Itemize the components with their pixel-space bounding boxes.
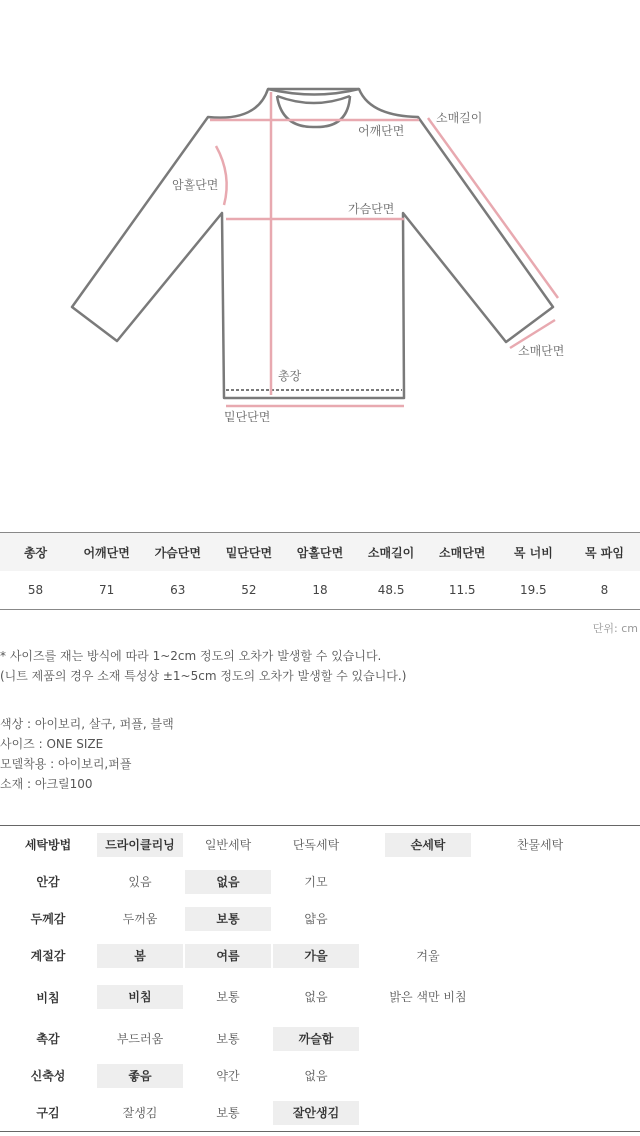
care-option-cell: [360, 985, 496, 1009]
care-option: 보통: [216, 1031, 240, 1046]
care-option-cell: [496, 993, 584, 1001]
care-row-thickness: [0, 900, 640, 937]
size-value-cell: 58: [0, 571, 71, 610]
care-option-cell: [360, 944, 496, 968]
care-option-cell: [184, 1027, 272, 1051]
care-option-cell: [272, 833, 360, 857]
size-value-cell: 18: [284, 571, 355, 610]
care-option: 잘생김: [122, 1105, 158, 1120]
size-note-line: * 사이즈를 재는 방식에 따라 1~2cm 정도의 오차가 발생할 수 있습니다.: [0, 649, 382, 663]
care-row-label: 촉감: [36, 1032, 60, 1046]
care-option: [497, 1035, 583, 1043]
care-row-label: 신축성: [30, 1069, 66, 1083]
product-model-wearing: 모델착용 : 아이보리,퍼플: [0, 757, 132, 771]
care-option-selected: 없음: [185, 870, 271, 894]
care-option-cell: [272, 870, 360, 894]
collar-inner-line: [277, 96, 350, 103]
care-option: 없음: [304, 990, 328, 1004]
care-option-cell: [496, 878, 584, 886]
care-option: [385, 1109, 471, 1117]
care-option: 약간: [216, 1068, 240, 1083]
care-option-cell: [96, 907, 184, 931]
size-value-cell: 8: [569, 571, 640, 610]
size-note-line: (니트 제품의 경우 소재 특성상 ±1~5cm 정도의 오차가 발생할 수 있습니다.): [0, 669, 407, 683]
care-option-selected: 드라이클리닝: [97, 833, 183, 857]
care-row-label: 비침: [36, 990, 60, 1005]
care-option: 찬물세탁: [516, 837, 564, 852]
care-option-cell: [184, 870, 272, 894]
care-row-label: 계절감: [30, 949, 66, 963]
product-material: 소재 : 아크릴100: [0, 777, 93, 791]
care-row-label: 안감: [36, 875, 60, 889]
care-option: 얇음: [304, 911, 328, 926]
care-row-stretch: [0, 1057, 640, 1094]
care-option-cell: [496, 915, 584, 923]
size-table-value-row: [0, 571, 640, 610]
care-option-cell: [360, 1109, 496, 1117]
care-option: 있음: [128, 874, 152, 889]
care-option-cell: [496, 833, 584, 857]
care-row-label: 구김: [36, 1106, 60, 1120]
care-option-cell: [272, 1027, 360, 1051]
care-row-season: [0, 937, 640, 974]
care-option: 보통: [216, 990, 240, 1004]
care-option-cell: [496, 1109, 584, 1117]
care-option-selected: 여름: [185, 944, 271, 968]
care-option: [497, 1072, 583, 1080]
care-option-selected: 까슬함: [273, 1027, 359, 1051]
care-row-lining: [0, 863, 640, 900]
armhole-line: [216, 146, 227, 205]
care-option: 기모: [304, 874, 328, 889]
care-option-cell: [96, 1064, 184, 1088]
care-option: [497, 1109, 583, 1117]
size-notes: [0, 646, 406, 686]
size-header-cell: 어깨단면: [71, 533, 142, 572]
care-option-cell: [496, 952, 584, 960]
care-option-cell: [272, 985, 360, 1009]
care-option-selected: 잘안생김: [273, 1101, 359, 1125]
size-value-cell: 19.5: [498, 571, 569, 610]
size-header-cell: 목 파임: [569, 533, 640, 572]
care-option: 밝은 색만 비침: [389, 990, 467, 1004]
label-shoulder: 어깨단면: [358, 124, 405, 138]
care-option-cell: [96, 1101, 184, 1125]
care-option-cell: [360, 1072, 496, 1080]
care-row-label: 세탁방법: [24, 838, 72, 852]
care-option: [385, 915, 471, 923]
care-option: 두꺼움: [122, 911, 158, 926]
care-option-cell: [184, 1064, 272, 1088]
care-row-sheerness: [0, 974, 640, 1020]
care-option-selected: 가을: [273, 944, 359, 968]
product-size: 사이즈 : ONE SIZE: [0, 737, 104, 751]
care-option-cell: [96, 1027, 184, 1051]
product-color: 색상 : 아이보리, 살구, 퍼플, 블랙: [0, 717, 174, 731]
care-option-cell: [96, 944, 184, 968]
care-option: [497, 915, 583, 923]
care-option-cell: [184, 1101, 272, 1125]
care-row-texture: [0, 1020, 640, 1057]
label-sleeve-width: 소매단면: [518, 344, 565, 358]
sleeve-length-line: [428, 118, 558, 298]
care-option-cell: [272, 1101, 360, 1125]
care-option-cell: [360, 878, 496, 886]
care-option: [385, 1035, 471, 1043]
care-option-selected: 좋음: [97, 1064, 183, 1088]
label-armhole: 암홀단면: [172, 178, 219, 192]
label-length: 총장: [278, 369, 302, 383]
care-option: 없음: [304, 1068, 328, 1083]
care-option-cell: [272, 1064, 360, 1088]
care-option-cell: [272, 907, 360, 931]
unit-label: 단위: cm: [592, 622, 638, 635]
care-table: [0, 825, 640, 1132]
care-option-cell: [360, 1035, 496, 1043]
care-option-cell: [272, 944, 360, 968]
care-option-cell: [184, 985, 272, 1009]
size-value-cell: 48.5: [356, 571, 427, 610]
product-info: [0, 714, 174, 794]
size-header-cell: 암홀단면: [284, 533, 355, 572]
care-row-label: 두께감: [30, 912, 66, 926]
size-table: [0, 532, 640, 610]
size-header-cell: 목 너비: [498, 533, 569, 572]
care-option: 일반세탁: [204, 837, 252, 852]
label-sleeve-length: 소매길이: [436, 111, 483, 125]
care-option: [385, 878, 471, 886]
care-option-cell: [96, 833, 184, 857]
care-option: [385, 1072, 471, 1080]
label-hem: 밑단단면: [224, 410, 271, 424]
care-option-cell: [184, 944, 272, 968]
size-value-cell: 52: [213, 571, 284, 610]
care-option: 단독세탁: [292, 837, 340, 852]
care-option-cell: [496, 1072, 584, 1080]
care-option-selected: 비침: [97, 985, 183, 1009]
care-option-cell: [96, 870, 184, 894]
care-option: 겨울: [416, 948, 440, 963]
care-row-wash-method: [0, 826, 640, 863]
size-header-cell: 소매길이: [356, 533, 427, 572]
care-option-cell: [184, 907, 272, 931]
care-option-cell: [184, 833, 272, 857]
care-option-selected: 보통: [185, 907, 271, 931]
size-header-cell: 총장: [0, 533, 71, 572]
size-header-cell: 밑단단면: [213, 533, 284, 572]
care-option-cell: [360, 915, 496, 923]
care-option-cell: [496, 1035, 584, 1043]
care-option-cell: [96, 985, 184, 1009]
size-value-cell: 11.5: [427, 571, 498, 610]
care-option-selected: 손세탁: [385, 833, 471, 857]
care-option: 보통: [216, 1105, 240, 1120]
care-option: [497, 878, 583, 886]
care-option-cell: [360, 833, 496, 857]
garment-outline: [72, 89, 553, 398]
care-option: [497, 952, 583, 960]
measurement-lines: [210, 92, 558, 406]
size-header-cell: 가슴단면: [142, 533, 213, 572]
label-chest: 가슴단면: [348, 202, 395, 216]
size-value-cell: 71: [71, 571, 142, 610]
body-outline: [72, 89, 553, 398]
size-table-header-row: [0, 533, 640, 572]
care-option: 부드러움: [116, 1031, 164, 1046]
size-value-cell: 63: [142, 571, 213, 610]
care-row-wrinkle: [0, 1094, 640, 1131]
care-option-selected: 봄: [97, 944, 183, 968]
size-header-cell: 소매단면: [427, 533, 498, 572]
garment-measurement-diagram: [0, 0, 640, 440]
care-option: [497, 993, 583, 1001]
